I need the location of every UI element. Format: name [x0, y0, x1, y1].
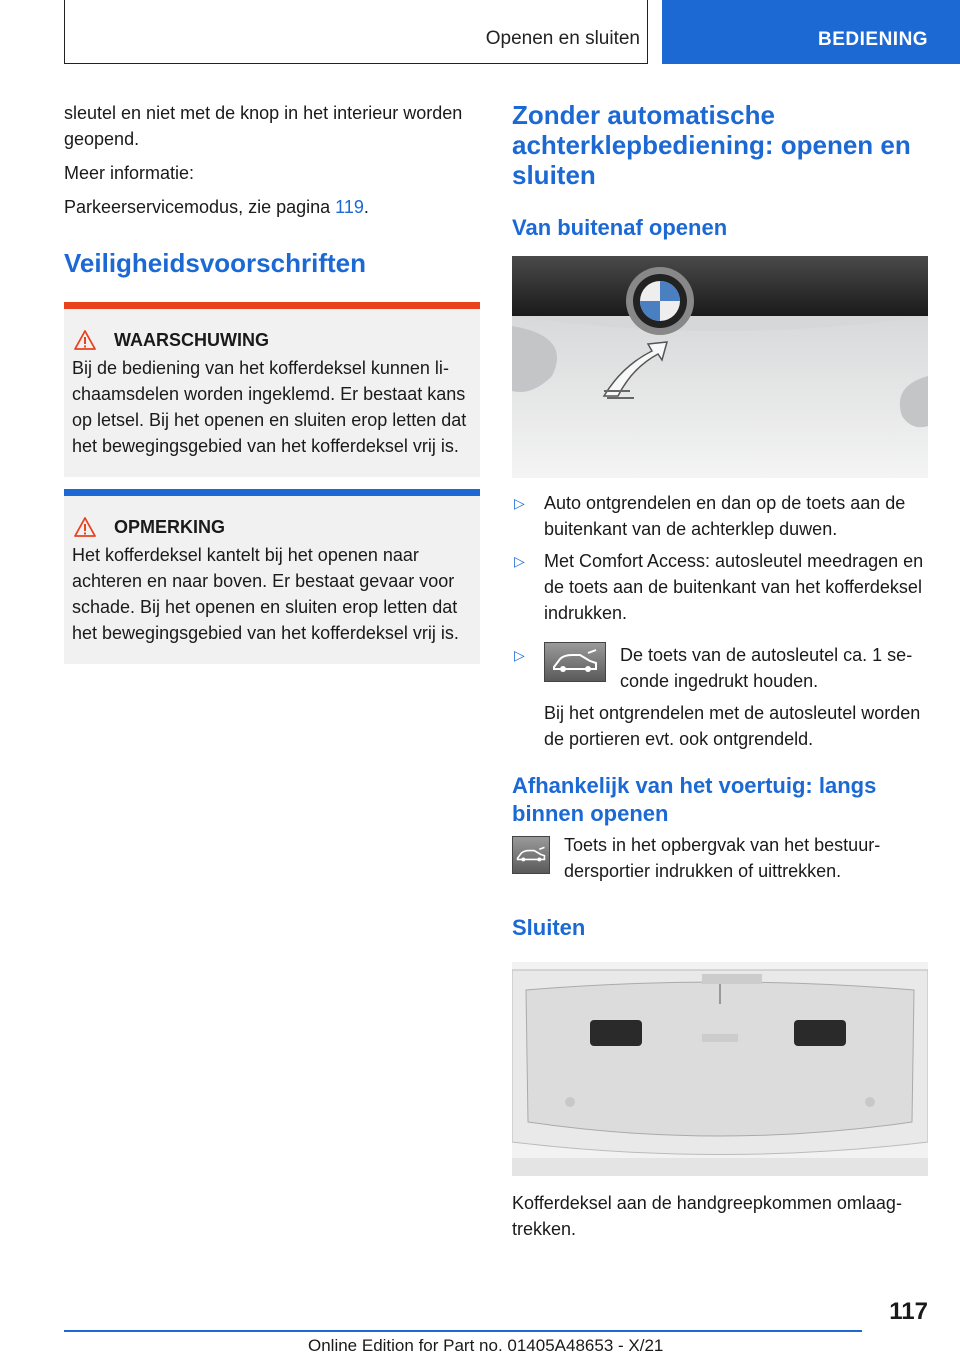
list-item-text: Auto ontgrendelen en dan op de toets aan de buitenkant van de achterklep duwen. — [544, 493, 906, 539]
note-box — [64, 489, 480, 664]
warning-text: Bij de bediening van het kofferdeksel kunnen lichaamsdelen worden ingeklemd. Er bestaat kans op letsel. Bij het openen en sluiten erop letten dat het bewegingsgebied van het kofferdeksel vrij is. — [72, 358, 467, 456]
right-column — [512, 100, 928, 1242]
trunk-lid-illustration — [512, 962, 928, 1176]
intro-text-3-end: . — [363, 197, 369, 217]
car-trunk-key-icon — [544, 642, 606, 682]
list-item — [512, 642, 928, 752]
section-heading: Zonder automatische achterklepbediening: openen en sluiten — [512, 100, 911, 190]
warning-title — [72, 327, 472, 353]
list-item — [512, 548, 928, 626]
list-item-extra: Bij het ontgrendelen met de autosleutel worden de portieren evt. ook ontgrendeld. — [544, 703, 921, 749]
note-text: Het kofferdeksel kantelt bij het openen naar achteren en naar boven. Er bestaat gevaar voor schade. Bij het openen en sluiten erop letten dat het bewegingsgebied van het kofferdeksel vrij is. — [72, 545, 459, 643]
warning-title-text: WAARSCHUWING — [114, 330, 269, 350]
warning-triangle-icon — [74, 330, 96, 350]
bullet-triangle-icon: ▷ — [514, 553, 525, 569]
list-item-text: De toets van de autosleutel ca. 1 seconde ingedrukt houden. — [620, 645, 913, 691]
note-title-text: OPMERKING — [114, 517, 226, 537]
inside-open-text: Toets in het opbergvak van het bestuurdersportier indrukken of uittrekken. — [564, 835, 881, 881]
trunk-button-photo — [512, 256, 928, 478]
open-steps-list — [512, 490, 928, 752]
subheading-close: Sluiten — [512, 915, 586, 940]
inside-open-row — [512, 832, 928, 884]
trunk-button-illustration — [512, 256, 928, 478]
header-chapter-tab[interactable]: BEDIENING — [662, 0, 960, 64]
note-triangle-icon — [74, 517, 96, 537]
key-button-row — [544, 642, 928, 694]
list-item-body — [544, 642, 928, 752]
list-item — [512, 490, 928, 542]
intro-text-3-main: Parkeerservicemodus, zie pagina — [64, 197, 336, 217]
intro-text-1: sleutel en niet met de knop in het interieur worden geopend. — [64, 103, 463, 149]
subheading-inside-open: Afhankelijk van het voertuig: langs binnen openen — [512, 773, 877, 826]
bullet-triangle-icon: ▷ — [514, 647, 525, 663]
header-section-title: Openen en sluiten — [485, 28, 640, 49]
footer-divider — [64, 1330, 862, 1332]
left-column — [64, 100, 480, 664]
page-number: 117 — [889, 1298, 928, 1325]
list-item-text: Met Comfort Access: autosleutel meedragen en de toets aan de buitenkant van het kofferdeksel indrukken. — [544, 551, 924, 623]
note-title — [72, 514, 472, 540]
safety-heading: Veiligheidsvoorschriften — [64, 248, 366, 278]
close-caption: Kofferdeksel aan de handgreepkommen omlaagtrekken. — [512, 1193, 902, 1239]
subheading-outside-open: Van buitenaf openen — [512, 215, 728, 240]
car-trunk-button-icon — [512, 836, 550, 874]
warning-box — [64, 302, 480, 477]
footer-edition-text: Online Edition for Part no. 01405A48653 - X/21 — [308, 1336, 664, 1355]
trunk-lid-photo — [512, 962, 928, 1176]
intro-text-2: Meer informatie: — [64, 163, 195, 183]
page-reference-link[interactable]: 119 — [335, 197, 364, 217]
intro-text-3 — [64, 194, 480, 220]
bullet-triangle-icon: ▷ — [514, 495, 525, 511]
